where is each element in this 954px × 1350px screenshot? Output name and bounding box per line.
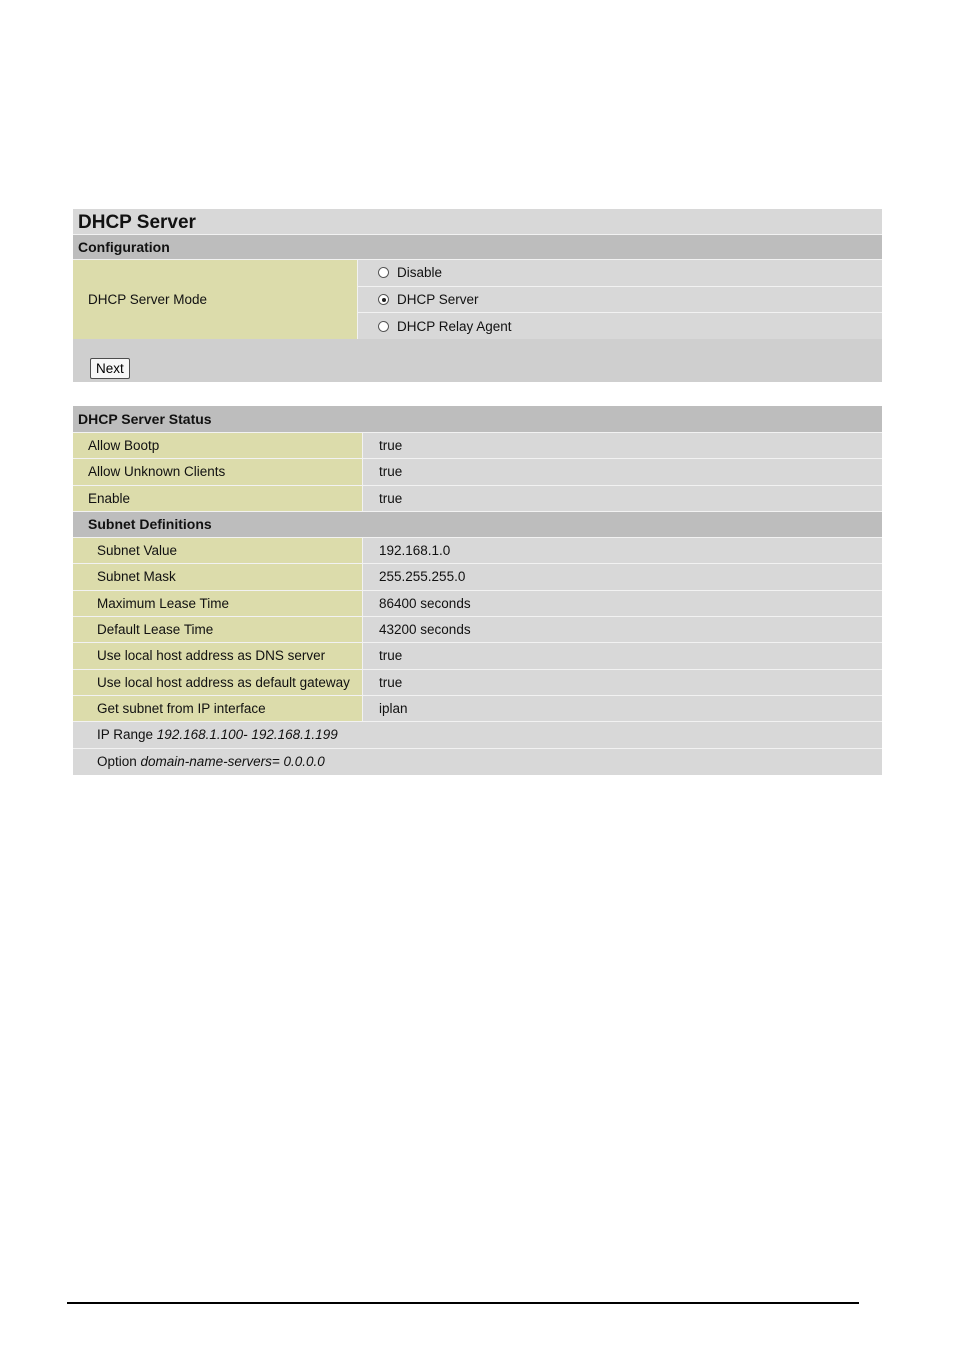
mode-option-label: DHCP Server [397,292,479,307]
row-label: Allow Unknown Clients [73,459,362,484]
table-row [73,670,882,696]
table-row [73,617,882,643]
option-value: = 0.0.0.0 [271,753,325,769]
dhcp-mode-label: DHCP Server Mode [73,260,357,339]
row-value: true [362,459,882,484]
mode-option-relay-agent[interactable] [357,313,882,339]
table-row [73,459,882,485]
row-label: Use local host address as DNS server [73,643,362,668]
row-label: Enable [73,486,362,511]
mode-option-label: DHCP Relay Agent [397,318,512,334]
row-label: Get subnet from IP interface [73,696,362,721]
ip-range-value: 192.168.1.100- 192.168.1.199 [156,727,338,743]
row-value: true [362,486,882,511]
ip-range-label: IP Range [97,727,157,743]
footer-divider [67,1302,859,1304]
row-label: Subnet Value [73,538,362,563]
row-value: true [362,433,882,458]
dhcp-config-panel [73,209,882,382]
row-value: 192.168.1.0 [362,538,882,563]
option-name: domain-name-servers [140,753,272,769]
radio-dhcp-server[interactable] [378,294,389,305]
row-label: Maximum Lease Time [73,591,362,616]
table-row [73,433,882,459]
row-label: Subnet Mask [73,564,362,589]
table-row [73,564,882,590]
table-row [73,696,882,722]
row-label: Default Lease Time [73,617,362,642]
ip-range-row [73,722,882,748]
table-row [73,591,882,617]
row-value: 255.255.255.0 [362,564,882,589]
dhcp-mode-group [73,260,882,339]
option-label: Option [97,753,141,769]
next-button[interactable]: Next [90,358,130,379]
radio-disable[interactable] [378,267,389,278]
row-value: iplan [362,696,882,721]
page-title: DHCP Server [73,209,882,235]
row-value: true [362,670,882,695]
row-label: Use local host address as default gateway [73,670,362,695]
row-label: Allow Bootp [73,433,362,458]
option-row [73,749,882,775]
radio-relay-agent[interactable] [378,321,389,332]
configuration-header: Configuration [73,235,882,260]
subnet-definitions-header: Subnet Definitions [73,512,882,538]
dhcp-mode-options [357,260,882,339]
button-row [73,339,882,382]
table-row [73,643,882,669]
row-value: true [362,643,882,668]
dhcp-status-panel [73,406,882,775]
mode-option-label: Disable [397,265,443,281]
row-value: 43200 seconds [362,617,882,642]
table-row [73,538,882,564]
table-row [73,486,882,512]
mode-option-disable[interactable] [357,260,882,287]
row-value: 86400 seconds [362,591,882,616]
mode-option-dhcp-server[interactable] [357,287,882,314]
status-header: DHCP Server Status [73,406,882,433]
